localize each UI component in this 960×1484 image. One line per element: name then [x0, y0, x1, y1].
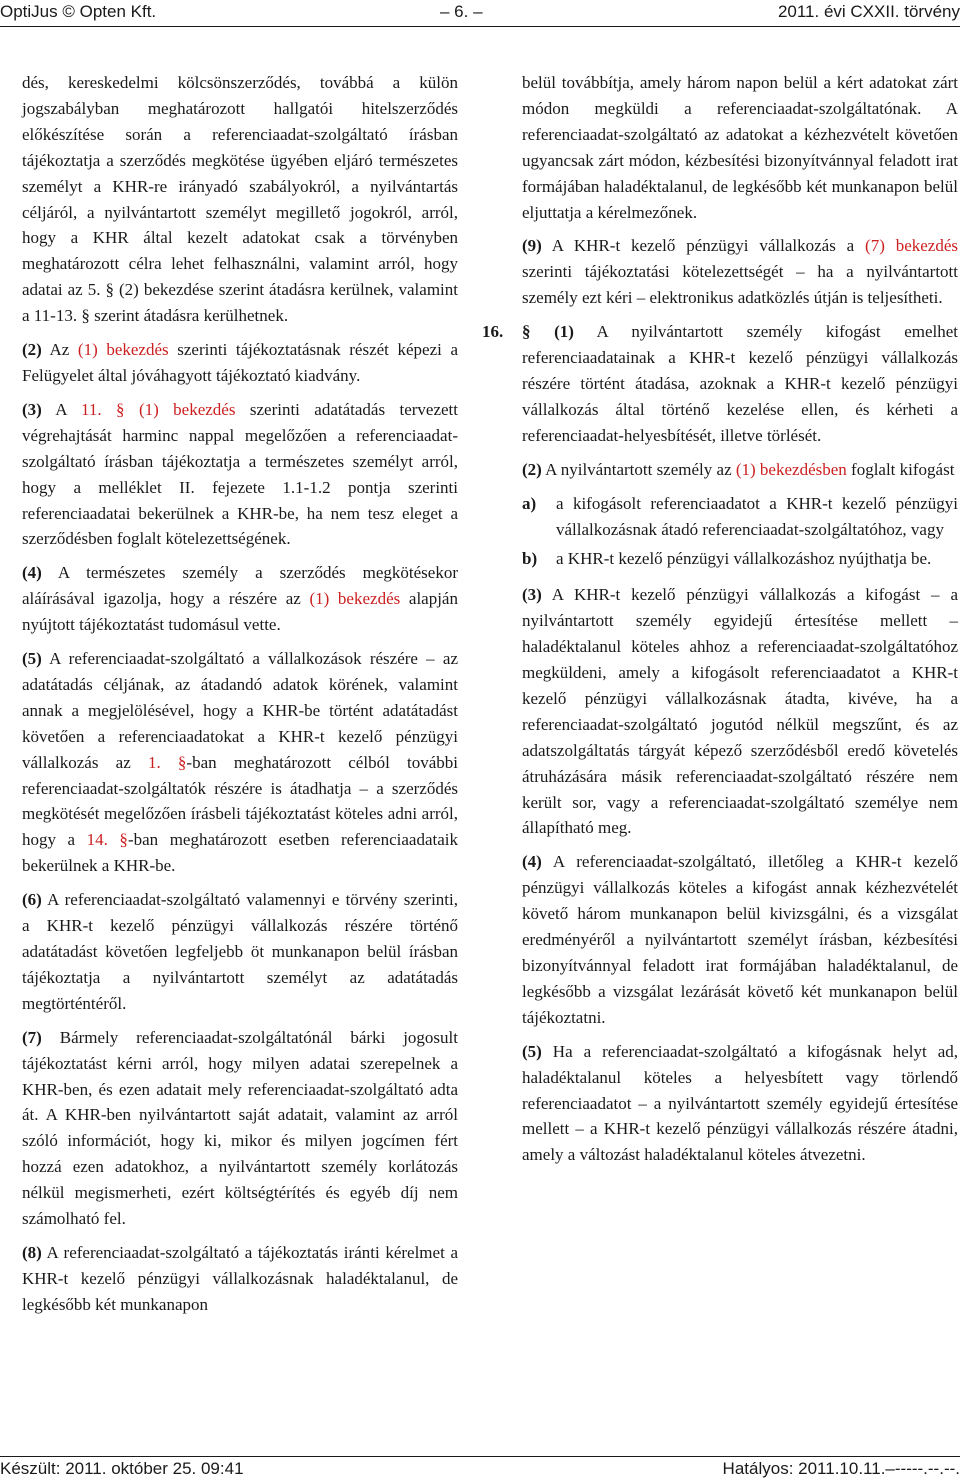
paragraph-8: (8) A referenciaadat-szolgáltató a tájékoztatás iránti kérelmet a KHR-t kezelő pénzügyi vállalkozásnak haladéktalanul, de legkésőbb két munkanapon [22, 1242, 458, 1314]
footer-created-date: Készült: 2011. október 25. 09:41 [0, 1459, 244, 1478]
header-page-number: – 6. – [440, 2, 483, 21]
cross-reference-link[interactable]: 14. § [86, 830, 128, 850]
section-16-paragraph-3: (3) A KHR-t kezelő pénzügyi vállalkozás a kifogást – a nyilvántartott személy egyidejű értesítése mellett – haladéktalanul köteles ahhoz a referenciaadat-szolgáltatóhoz megküldeni, amely a kifogásolt referenciaadatot a KHR-t kezelő pénzügyi vállalkozásnak átadta, kivéve, ha a referenciaadat-szolgáltató jogutód nélkül megszűnt, és az adatszolgáltatás tárgyát képező szerződésből eredő követelés átruházására másik referenciaadat-szolgáltató részére nem került sor, vagy a referenciaadat-szolgáltató személye nem állapítható meg. [522, 585, 958, 838]
section-16 [482, 319, 958, 449]
section-16-paragraph-2: (2) A nyilvántartott személy az (1) bekezdésben foglalt kifogást [522, 459, 955, 479]
header-publisher: OptiJus © Opten Kft. [0, 2, 157, 21]
cross-reference-link[interactable]: (7) bekezdés [865, 236, 958, 256]
paragraph-number: (3) [22, 399, 42, 419]
intro-paragraph: dés, kereskedelmi kölcsönszerződés, továbbá a külön jogszabályban meghatározott hallgatói hitelszerződés előkészítése során a referenciaadat-szolgáltató írásban tájékoztatja a szerződés megkötése ügyében eljáró természetes személyt a KHR-re irányadó szabályokról, a nyilvántartás céljáról, a nyilvántartott személyt megillető jogokról, arról, hogy a KHR által kezelt adatokat csak a törvényben meghatározott célra lehet felhasználni, valamint arról, hogy adatai az 5. § (2) bekezdése szerint átadásra kerülnek, valamint a 11-13. § szerint átadásra kerülhetnek. [22, 73, 458, 326]
paragraph-3: (3) A 11. § (1) bekezdés szerinti adatátadás tervezett végrehajtását harminc nappal megelőzően a referenciaadat-szolgáltató írásban tájékoztatja a természetes személyt arról, hogy a melléklet II. fejezete 1.1-1.2 pontja szerinti referenciaadatai bekerülnek a KHR-be, ha nem tesz eleget a szerződésben foglalt kötelezettségének. [22, 399, 458, 549]
page-header [0, 2, 960, 26]
paragraph-number: (4) [522, 852, 542, 872]
paragraph-number: (5) [22, 649, 42, 669]
left-column [22, 70, 458, 1326]
paragraph-number: (7) [22, 1027, 42, 1047]
paragraph-number: (2) [522, 459, 542, 479]
section-16-paragraph-4: (4) A referenciaadat-szolgáltató, illetőleg a KHR-t kezelő pénzügyi vállalkozás köteles a kifogást annak kézhezvételét követő három munkanapon belül kivizsgálni, és a vizsgálat eredményéről a nyilvántartott személyt írásban, kézbesítési bizonyítvánnyal feladott irat formájában haladéktalanul, de legkésőbb a vizsgálat lezárását követő két munkanapon belül tájékoztatni. [522, 852, 958, 1027]
section-16-paragraph-1: § (1) A nyilvántartott személy kifogást emelhet referenciaadatainak a KHR-t kezelő pénzügyi vállalkozás részére történt átadása, azoknak a KHR-t kezelő pénzügyi vállalkozás által történő kezelése ellen, és kérheti a referenciaadat-helyesbítését, illetve törlését. [522, 322, 958, 445]
cross-reference-link[interactable]: 11. § [81, 399, 125, 419]
list-item-label: b) [522, 549, 538, 569]
cross-reference-link[interactable]: 1. § [147, 752, 187, 772]
section-16-paragraph-5: (5) Ha a referenciaadat-szolgáltató a kifogásnak helyt ad, haladéktalanul köteles a helyesbített vagy törlendő referenciaadatot – a nyilvántartott személy egyidejű értesítése mellett – a KHR-t kezelő pénzügyi vállalkozás részére átadni, amely a változást haladéktalanul köteles átvezetni. [522, 1041, 958, 1165]
list-item-label: a) [522, 493, 537, 513]
paragraph-4: (4) A természetes személy a szerződés megkötésekor aláírásával igazolja, hogy a részére az (1) bekezdés alapján nyújtott tájékoztatást tudomásul vette. [22, 563, 458, 635]
paragraph-number: (2) [22, 340, 42, 360]
paragraph-9: (9) A KHR-t kezelő pénzügyi vállalkozás a (7) bekezdés szerinti tájékoztatási kötelezettségét – ha a nyilvántartott személy ezt kéri – elektronikus adatközlés útján is teljesítheti. [522, 236, 958, 308]
header-divider [0, 26, 960, 27]
paragraph-number: (8) [22, 1242, 42, 1262]
list-item-b: b) a KHR-t kezelő pénzügyi vállalkozáshoz nyújthatja be. [502, 546, 958, 572]
paragraph-2: (2) Az (1) bekezdés szerinti tájékoztatásnak részét képezi a Felügyelet által jóváhagyott tájékoztató kiadvány. [22, 340, 459, 385]
paragraph-6: (6) A referenciaadat-szolgáltató valamennyi e törvény szerinti, a KHR-t kezelő pénzügyi vállalkozás részére történő adatátadást követően legfeljebb öt munkanapon belül írásban tájékoztatja a nyilvántartott személyt az adatátadás megtörténtéről. [22, 890, 458, 1013]
paragraph-5: (5) A referenciaadat-szolgáltató a vállalkozások részére – az adatátadás céljának, az átadandó adatok körének, valamint annak a megjelölésével, hogy a KHR-be történt adatátadást követően a referenciaadatokat a KHR-t kezelő pénzügyi vállalkozás az 1. §-ban meghatározott célból további referenciaadat-szolgáltatók részére is átadhatja – a szerződés megkötését megelőzően írásbeli tájékoztatást köteles adni arról, hogy a 14. §-ban meghatározott esetben referenciaadataik bekerülnek a KHR-be. [22, 649, 459, 876]
paragraph-number: (4) [22, 563, 42, 583]
list-item-a: a) a kifogásolt referenciaadatot a KHR-t kezelő pénzügyi vállalkozásnak átadó referenciaadat-szolgáltatóhoz, vagy [502, 491, 958, 543]
cross-reference-link[interactable]: (1) bekezdés [77, 340, 169, 360]
paragraph-7: (7) Bármely referenciaadat-szolgáltatónál bárki jogosult tájékoztatást kérni arról, hogy milyen adatai szerepelnek a KHR-ben, és ezen adatait mely referenciaadat-szolgáltató adta át. A KHR-ben nyilvántartott saját adatait, valamint az arról szóló információt, hogy ki, mikor és milyen jogcímen fért hozzá ezen adatokhoz, a nyilvántartott személy korlátozás nélkül megismerheti, ezért költségtérítés és egyéb díj nem számolható fel. [22, 1027, 458, 1229]
header-law-title: 2011. évi CXXII. törvény [777, 2, 960, 21]
page-footer [0, 1459, 960, 1483]
footer-divider [0, 1456, 960, 1457]
cross-reference-link[interactable]: (1) bekezdés [124, 399, 236, 419]
continuation-paragraph: belül továbbítja, amely három napon belül a kért adatokat zárt módon megküldi a referenciaadat-szolgáltatónak. A referenciaadat-szolgáltató az adatokat a kézhezvételt követően ugyancsak zárt módon, kézbesítési bizonyítvánnyal feladott irat formájában haladéktalanul, de legkésőbb két munkanapon belül eljuttatja a kérelmezőnek. [522, 73, 958, 222]
paragraph-number: (9) [522, 236, 542, 256]
paragraph-number: § (1) [522, 322, 574, 342]
cross-reference-link[interactable]: (1) bekezdésben [735, 459, 847, 479]
section-number: 16. [482, 322, 504, 342]
paragraph-number: (6) [22, 890, 42, 910]
paragraph-number: (5) [522, 1041, 542, 1061]
right-column [482, 70, 958, 1176]
cross-reference-link[interactable]: (1) bekezdés [309, 589, 401, 609]
paragraph-number: (3) [522, 585, 542, 605]
footer-effective-date: Hatályos: 2011.10.11.–-----.--.--. [722, 1459, 960, 1478]
